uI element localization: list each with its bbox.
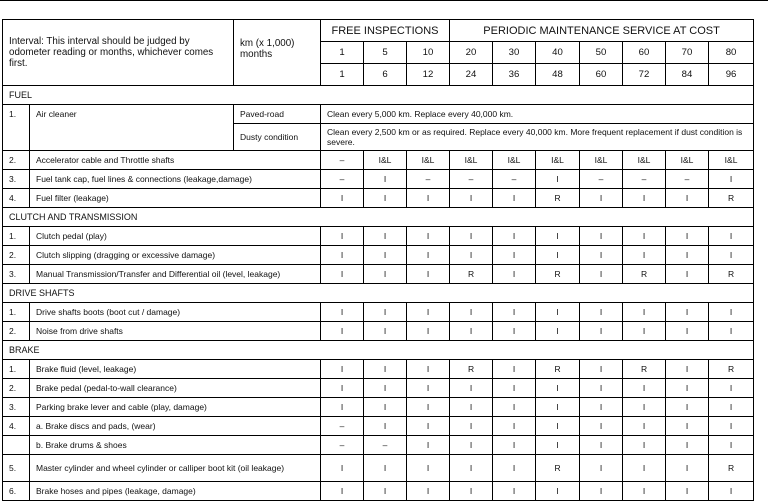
item-label: Manual Transmission/Transfer and Differential oil (level, leakage) [30, 265, 321, 284]
table-row [3, 189, 754, 208]
service-cell: – [450, 170, 493, 189]
service-cell: I [321, 398, 364, 417]
service-cell: I [536, 246, 580, 265]
service-cell: I [709, 379, 754, 398]
service-cell: I [536, 379, 580, 398]
table-row [3, 417, 754, 436]
row-number: 2. [3, 151, 30, 170]
item-label: a. Brake discs and pads, (wear) [30, 417, 321, 436]
service-cell: I [709, 246, 754, 265]
km-header: 1 [321, 42, 364, 64]
paved-road-note: Clean every 5,000 km. Replace every 40,000 km. [321, 105, 754, 124]
service-cell: I [493, 417, 536, 436]
service-cell: I [364, 170, 407, 189]
service-cell: I [709, 436, 754, 455]
service-cell: I [580, 436, 623, 455]
service-cell: – [321, 151, 364, 170]
service-cell: I [623, 322, 666, 341]
service-cell: I [666, 322, 709, 341]
service-cell: I [580, 379, 623, 398]
service-cell: I [407, 227, 450, 246]
service-cell: R [709, 455, 754, 482]
paved-road-label: Paved-road [234, 105, 321, 124]
service-cell: – [493, 170, 536, 189]
row-number: 1. [3, 303, 30, 322]
item-label: Fuel filter (leakage) [30, 189, 321, 208]
item-label: Parking brake lever and cable (play, damage) [30, 398, 321, 417]
service-cell: I [407, 360, 450, 379]
service-cell: I [709, 398, 754, 417]
item-label: Fuel tank cap, fuel lines & connections (leakage,damage) [30, 170, 321, 189]
service-cell: I [450, 246, 493, 265]
service-cell: I&L [623, 151, 666, 170]
service-cell: I [493, 227, 536, 246]
km-header: 50 [580, 42, 623, 64]
km-header: 20 [450, 42, 493, 64]
service-cell: I [493, 303, 536, 322]
service-cell: I [623, 227, 666, 246]
service-cell: I [450, 482, 493, 501]
service-cell: I [407, 265, 450, 284]
month-header: 60 [580, 64, 623, 86]
km-header: 70 [666, 42, 709, 64]
service-cell: – [321, 436, 364, 455]
table-row [3, 379, 754, 398]
service-cell: I [407, 482, 450, 501]
service-cell: R [623, 360, 666, 379]
service-cell: I [321, 246, 364, 265]
service-cell: I [666, 455, 709, 482]
item-label: b. Brake drums & shoes [30, 436, 321, 455]
service-cell: I [580, 303, 623, 322]
service-cell: I [364, 360, 407, 379]
service-cell: I [407, 417, 450, 436]
service-cell: I [364, 482, 407, 501]
service-cell: I [623, 398, 666, 417]
service-cell: I [623, 417, 666, 436]
item-label: Master cylinder and wheel cylinder or calliper boot kit (oil leakage) [30, 455, 321, 482]
service-cell: I [536, 417, 580, 436]
service-cell: I [364, 265, 407, 284]
dusty-condition-note: Clean every 2,500 km or as required. Replace every 40,000 km. More frequent replacement if dust condition is severe. [321, 124, 754, 151]
row-number: 3. [3, 398, 30, 417]
item-label: Noise from drive shafts [30, 322, 321, 341]
row-number: 2. [3, 246, 30, 265]
service-cell: I [450, 379, 493, 398]
service-cell: I [493, 455, 536, 482]
month-header: 12 [407, 64, 450, 86]
unit-label: km (x 1,000) months [234, 20, 321, 86]
service-cell: I [321, 227, 364, 246]
service-cell: I [450, 227, 493, 246]
service-cell: I [623, 455, 666, 482]
service-cell: I [580, 455, 623, 482]
service-cell: I [407, 246, 450, 265]
service-cell: I [580, 265, 623, 284]
service-cell: I [407, 455, 450, 482]
service-cell: I [709, 417, 754, 436]
service-cell: – [407, 170, 450, 189]
service-cell: – [666, 170, 709, 189]
month-header: 6 [364, 64, 407, 86]
item-label: Brake pedal (pedal-to-wall clearance) [30, 379, 321, 398]
row-number: 1. [3, 360, 30, 379]
service-cell: I [321, 303, 364, 322]
maintenance-table [2, 19, 754, 501]
item-label: Accelerator cable and Throttle shafts [30, 151, 321, 170]
top-rule [0, 0, 768, 1]
service-cell: I [321, 322, 364, 341]
service-cell: I [536, 436, 580, 455]
row-number: 2. [3, 379, 30, 398]
service-cell: I [536, 303, 580, 322]
service-cell: I [709, 227, 754, 246]
row-number: 4. [3, 417, 30, 436]
service-cell: I [623, 246, 666, 265]
service-cell: I [666, 398, 709, 417]
service-cell: I [493, 189, 536, 208]
service-cell: I [493, 436, 536, 455]
service-cell: I [321, 189, 364, 208]
service-cell: I [709, 482, 754, 501]
table-row [3, 360, 754, 379]
service-cell: I [450, 322, 493, 341]
month-header: 24 [450, 64, 493, 86]
km-header: 60 [623, 42, 666, 64]
service-cell: I [580, 417, 623, 436]
section-brake: BRAKE [3, 341, 754, 360]
service-cell: I [666, 227, 709, 246]
service-cell: R [623, 265, 666, 284]
dusty-condition-label: Dusty condition [234, 124, 321, 151]
service-cell: – [364, 436, 407, 455]
service-cell: I [407, 189, 450, 208]
service-cell: I [536, 482, 580, 501]
service-cell: R [536, 455, 580, 482]
section-drive-shafts: DRIVE SHAFTS [3, 284, 754, 303]
service-cell: I [580, 227, 623, 246]
table-row [3, 398, 754, 417]
service-cell: I [364, 379, 407, 398]
service-cell: R [709, 360, 754, 379]
month-header: 48 [536, 64, 580, 86]
service-cell: I [450, 398, 493, 417]
service-cell: I [407, 436, 450, 455]
section-fuel: FUEL [3, 86, 754, 105]
month-header: 84 [666, 64, 709, 86]
service-cell: I [709, 303, 754, 322]
service-cell: I [493, 379, 536, 398]
service-cell: I [709, 322, 754, 341]
service-cell: I [536, 398, 580, 417]
periodic-service-header: PERIODIC MAINTENANCE SERVICE AT COST [450, 20, 754, 42]
service-cell: I [536, 227, 580, 246]
service-cell: R [536, 189, 580, 208]
service-cell: – [580, 170, 623, 189]
service-cell: I [493, 360, 536, 379]
service-cell: R [536, 360, 580, 379]
service-cell: I [407, 322, 450, 341]
km-header: 40 [536, 42, 580, 64]
service-cell: I [623, 303, 666, 322]
table-row [3, 455, 754, 482]
service-cell: I [450, 189, 493, 208]
service-cell: I&L [364, 151, 407, 170]
service-cell: – [321, 170, 364, 189]
row-number: 1. [3, 105, 30, 151]
table-row [3, 322, 754, 341]
service-cell: I&L [709, 151, 754, 170]
service-cell: I&L [580, 151, 623, 170]
service-cell: I [493, 398, 536, 417]
item-label: Drive shafts boots (boot cut / damage) [30, 303, 321, 322]
service-cell: I [450, 303, 493, 322]
row-number: 3. [3, 265, 30, 284]
row-number: 2. [3, 322, 30, 341]
month-header: 72 [623, 64, 666, 86]
service-cell: I [666, 189, 709, 208]
service-cell: I [364, 246, 407, 265]
service-cell: I [450, 455, 493, 482]
service-cell: I&L [450, 151, 493, 170]
service-cell: I [321, 482, 364, 501]
interval-note: Interval: This interval should be judged by odometer reading or months, whichever comes first. [3, 20, 234, 86]
service-cell: I [623, 189, 666, 208]
row-number: 5. [3, 455, 30, 482]
km-header: 5 [364, 42, 407, 64]
service-cell: I [364, 189, 407, 208]
service-cell: I [580, 482, 623, 501]
service-cell: I [493, 482, 536, 501]
service-cell: I [580, 189, 623, 208]
row-number: 4. [3, 189, 30, 208]
item-label: Brake fluid (level, leakage) [30, 360, 321, 379]
service-cell: I [666, 265, 709, 284]
service-cell: I [580, 360, 623, 379]
service-cell: R [536, 265, 580, 284]
table-row [3, 436, 754, 455]
section-clutch-transmission: CLUTCH AND TRANSMISSION [3, 208, 754, 227]
service-cell: I [580, 246, 623, 265]
service-cell: I [666, 379, 709, 398]
service-cell: I [580, 322, 623, 341]
air-cleaner-label: Air cleaner [30, 105, 234, 151]
row-number: 3. [3, 170, 30, 189]
service-cell: I [364, 322, 407, 341]
km-header: 80 [709, 42, 754, 64]
service-cell: I [364, 227, 407, 246]
service-cell: I&L [666, 151, 709, 170]
service-cell: I [493, 265, 536, 284]
service-cell: R [450, 360, 493, 379]
service-cell: – [321, 417, 364, 436]
month-header: 96 [709, 64, 754, 86]
service-cell: I [623, 482, 666, 501]
service-cell: I [666, 436, 709, 455]
service-cell: I [666, 417, 709, 436]
service-cell: – [623, 170, 666, 189]
row-number [3, 436, 30, 455]
km-header: 10 [407, 42, 450, 64]
service-cell: I [666, 482, 709, 501]
service-cell: I [666, 303, 709, 322]
service-cell: I [450, 417, 493, 436]
service-cell: R [709, 189, 754, 208]
service-cell: I [450, 436, 493, 455]
service-cell: I [666, 246, 709, 265]
service-cell: I&L [536, 151, 580, 170]
service-cell: I&L [493, 151, 536, 170]
table-row [3, 246, 754, 265]
service-cell: I [407, 398, 450, 417]
table-row [3, 170, 754, 189]
service-cell: I [580, 398, 623, 417]
service-cell: I [493, 322, 536, 341]
service-cell: I [321, 455, 364, 482]
table-row [3, 303, 754, 322]
service-cell: I [364, 398, 407, 417]
row-number: 6. [3, 482, 30, 501]
item-label: Clutch slipping (dragging or excessive damage) [30, 246, 321, 265]
service-cell: I [321, 360, 364, 379]
service-cell: I [536, 170, 580, 189]
service-cell: R [450, 265, 493, 284]
service-cell: R [709, 265, 754, 284]
service-cell: I&L [407, 151, 450, 170]
service-cell: I [666, 360, 709, 379]
service-cell: I [407, 303, 450, 322]
free-inspections-header: FREE INSPECTIONS [321, 20, 450, 42]
service-cell: I [623, 379, 666, 398]
service-cell: I [364, 303, 407, 322]
service-cell: I [321, 379, 364, 398]
service-cell: I [623, 436, 666, 455]
table-row [3, 227, 754, 246]
service-cell: I [493, 246, 536, 265]
item-label: Brake hoses and pipes (leakage, damage) [30, 482, 321, 501]
service-cell: I [709, 170, 754, 189]
service-cell: I [536, 322, 580, 341]
km-header: 30 [493, 42, 536, 64]
month-header: 1 [321, 64, 364, 86]
service-cell: I [364, 417, 407, 436]
item-label: Clutch pedal (play) [30, 227, 321, 246]
table-row [3, 265, 754, 284]
service-cell: I [407, 379, 450, 398]
service-cell: I [364, 455, 407, 482]
row-number: 1. [3, 227, 30, 246]
table-row [3, 151, 754, 170]
month-header: 36 [493, 64, 536, 86]
service-cell: I [321, 265, 364, 284]
